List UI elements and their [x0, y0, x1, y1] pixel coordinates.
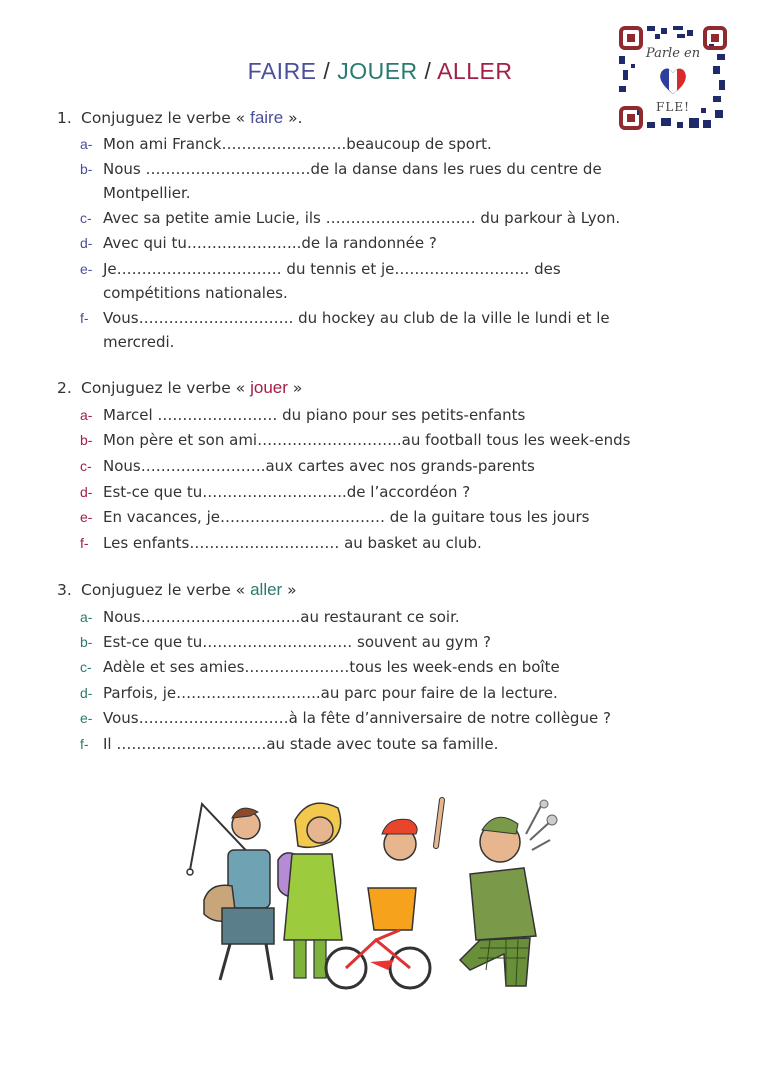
exercise-item — [80, 454, 660, 478]
parle-en-fle-qr-logo — [617, 24, 729, 132]
item-letter: d- — [80, 235, 93, 251]
exercise-item — [80, 706, 660, 730]
item-text: Mon ami Franck…………………….beaucoup de sport. — [103, 135, 492, 153]
verb-jouer: jouer — [250, 378, 288, 397]
verb-aller: aller — [250, 580, 283, 599]
item-text-continuation: mercredi. — [103, 333, 175, 351]
instruction-suffix: » — [282, 581, 297, 599]
item-text: Marcel …………………… du piano pour ses petits-enfants — [103, 406, 526, 424]
item-letter: b- — [80, 161, 93, 177]
title-separator: / — [316, 58, 338, 84]
exercise-item — [80, 630, 660, 654]
people-doing-hobbies-illustration — [180, 790, 580, 1000]
exercise-item — [80, 505, 660, 529]
title-jouer: JOUER — [337, 58, 418, 84]
boy-on-bike-figure — [326, 819, 430, 988]
verb-faire: faire — [250, 108, 284, 127]
item-text: Nous…………………………..au restaurant ce soir. — [103, 608, 460, 626]
instruction-text: Conjuguez le verbe « — [81, 379, 251, 397]
exercise-item — [80, 480, 660, 504]
item-letter: b- — [80, 432, 93, 448]
exercise-number: 3. — [57, 581, 72, 599]
item-letter: f- — [80, 535, 89, 551]
item-text: Nous…………………….aux cartes avec nos grands-parents — [103, 457, 535, 475]
exercise-item — [80, 732, 660, 756]
item-text: Parfois, je………………………..au parc pour faire de la lecture. — [103, 684, 558, 702]
item-text-continuation: compétitions nationales. — [103, 284, 288, 302]
title-separator: / — [417, 58, 438, 84]
instruction-text: Conjuguez le verbe « — [81, 581, 251, 599]
item-letter: d- — [80, 685, 93, 701]
item-letter: a- — [80, 609, 93, 625]
item-text: Je…………………………… du tennis et je……………………… des — [103, 260, 561, 278]
item-letter: f- — [80, 310, 89, 326]
exercise-item — [80, 157, 660, 205]
item-letter: e- — [80, 710, 93, 726]
item-text: Il …………………………au stade avec toute sa famille. — [103, 735, 499, 753]
instruction-suffix: » — [287, 379, 303, 397]
item-letter: e- — [80, 261, 93, 277]
title-aller: ALLER — [437, 58, 513, 84]
exercise-item — [80, 681, 660, 705]
exercise-item — [80, 605, 660, 629]
title-faire: FAIRE — [247, 58, 317, 84]
item-text: Adèle et ses amies…………………tous les week-ends en boîte — [103, 658, 560, 676]
item-letter: a- — [80, 136, 93, 152]
item-letter: b- — [80, 634, 93, 650]
exercise-item — [80, 306, 660, 354]
item-text: Est-ce que tu………………………… souvent au gym ? — [103, 633, 491, 651]
logo-text-parle-en: Parle en — [645, 46, 701, 61]
item-text: Avec qui tu…………………..de la randonnée ? — [103, 234, 437, 252]
exercise-item — [80, 428, 660, 452]
item-text: Vous…………………………à la fête d’anniversaire de notre collègue ? — [103, 709, 611, 727]
exercise-number: 1. — [57, 109, 72, 127]
exercise-2-heading — [57, 378, 302, 398]
exercise-item — [80, 257, 660, 305]
logo-text-fle: FLE! — [656, 100, 690, 114]
item-text: Mon père et son ami………………………..au football tous les week-ends — [103, 431, 631, 449]
item-text: En vacances, je…………………………… de la guitare tous les jours — [103, 508, 590, 526]
exercise-item — [80, 531, 660, 555]
exercise-item — [80, 231, 660, 255]
exercise-3-heading — [57, 580, 297, 600]
fisherman-figure — [187, 804, 274, 980]
instruction-text: Conjuguez le verbe « — [81, 109, 251, 127]
exercise-1-heading — [57, 108, 303, 128]
exercise-item — [80, 403, 660, 427]
item-text: Avec sa petite amie Lucie, ils ………………………… du parkour à Lyon. — [103, 209, 621, 227]
exercise-item — [80, 655, 660, 679]
item-letter: c- — [80, 659, 92, 675]
item-letter: c- — [80, 458, 92, 474]
item-text-continuation: Montpellier. — [103, 184, 191, 202]
exercise-item — [80, 132, 660, 156]
exercise-item — [80, 206, 660, 230]
item-text: Nous ……………………………de la danse dans les rues du centre de — [103, 160, 602, 178]
item-letter: c- — [80, 210, 92, 226]
item-letter: e- — [80, 509, 93, 525]
item-text: Les enfants………………………… au basket au club. — [103, 534, 482, 552]
item-text: Est-ce que tu………………………..de l’accordéon ? — [103, 483, 471, 501]
item-letter: d- — [80, 484, 93, 500]
item-letter: f- — [80, 736, 89, 752]
item-letter: a- — [80, 407, 93, 423]
exercise-number: 2. — [57, 379, 72, 397]
item-text: Vous…………………………. du hockey au club de la ville le lundi et le — [103, 309, 610, 327]
golfer-figure — [436, 800, 557, 986]
instruction-suffix: ». — [283, 109, 303, 127]
